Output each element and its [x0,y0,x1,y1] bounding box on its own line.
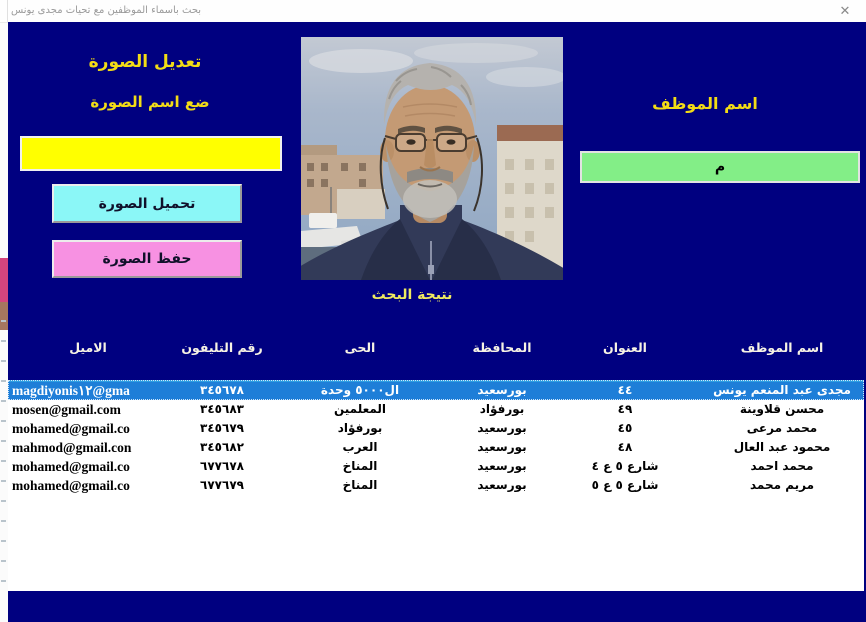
cell-phone: ٦٧٧٦٧٩ [200,478,244,492]
cell-governorate: بورفؤاد [479,402,525,416]
table-row[interactable] [8,419,864,438]
employee-name-input[interactable] [580,151,860,183]
save-picture-button[interactable]: حفظ الصورة [52,240,242,278]
cell-email: mohamed@gmail.co [12,478,130,493]
background-window-mark [1,540,6,542]
cell-phone: ٣٤٥٦٨٣ [200,402,244,416]
cell-governorate: بورسعيد [477,421,527,435]
cell-address: ٤٥ [617,421,633,435]
cell-governorate: بورسعيد [477,478,527,492]
table-header-email: الاميل [69,340,107,355]
table-row[interactable] [8,400,864,419]
background-window-mark [1,400,6,402]
cell-address: ٤٨ [617,440,633,454]
cell-phone: ٣٤٥٦٧٩ [200,421,244,435]
background-window-mark [1,320,6,322]
cell-name: مريم محمد [749,478,815,492]
background-window-mark [1,560,6,562]
cell-name: مجدى عبد المنعم يونس [713,383,851,397]
window-edge-line [7,0,8,22]
set-picture-name-label: ضع اسم الصورة [90,93,210,111]
table-header-row [8,338,866,358]
background-window-mark [1,440,6,442]
close-button[interactable]: ✕ [830,0,860,22]
background-window-mark [1,460,6,462]
employee-photo [301,37,563,280]
background-window-mark [1,420,6,422]
background-window-mark [1,500,6,502]
background-window-mark [1,520,6,522]
cell-name: محمد مرعى [746,421,818,435]
cell-district: المعلمين [333,402,387,416]
cell-phone: ٣٤٥٦٧٨ [200,383,244,397]
cell-name: محمود عبد العال [733,440,831,454]
cell-district: المناخ [342,478,378,492]
cell-governorate: بورسعيد [477,440,527,454]
background-window-mark [1,480,6,482]
cell-governorate: بورسعيد [477,383,527,397]
cell-district: ال٥٠٠٠ وحدة [320,383,400,397]
results-list[interactable] [8,380,864,591]
table-row[interactable] [8,457,864,476]
cell-email: magdiyonis١٢@gma [12,383,130,398]
cell-district: بورفؤاد [337,421,383,435]
cell-address: ٤٤ [617,383,633,397]
table-header-name: اسم الموظف [740,340,824,355]
cell-address: شارع ٥ ع ٤ [591,459,659,473]
edit-picture-label: تعديل الصورة [88,52,202,72]
title-bar [0,0,866,23]
cell-email: mohamed@gmail.co [12,459,130,474]
table-row[interactable] [8,476,864,495]
table-row[interactable] [8,380,864,400]
search-result-label: نتيجة البحث [371,287,453,303]
table-header-governorate: المحافظة [472,340,532,355]
cell-address: شارع ٥ ع ٥ [591,478,659,492]
background-tan-block [0,302,8,330]
table-row[interactable] [8,438,864,457]
cell-email: mahmod@gmail.con [12,440,132,455]
cell-governorate: بورسعيد [477,459,527,473]
table-header-phone: رقم التليفون [181,340,263,355]
picture-name-input[interactable] [20,136,282,171]
table-header-district: الحى [344,340,376,355]
table-header-address: العنوان [603,340,647,355]
cell-address: ٤٩ [617,402,633,416]
cell-email: mosen@gmail.com [12,402,121,417]
background-window-mark [1,580,6,582]
cell-phone: ٣٤٥٦٨٢ [200,440,244,454]
cell-district: المناخ [342,459,378,473]
employee-name-label: اسم الموظف [652,94,758,113]
load-picture-button[interactable]: تحميل الصورة [52,184,242,223]
background-window-mark [1,380,6,382]
window-title: بحث باسماء الموظفين مع تحيات مجدى يونس [11,5,202,16]
background-window-mark [1,360,6,362]
background-window-mark [1,340,6,342]
cell-name: محمد احمد [750,459,814,473]
cell-email: mohamed@gmail.co [12,421,130,436]
background-pink-block [0,258,8,302]
cell-phone: ٦٧٧٦٧٨ [200,459,244,473]
cell-name: محسن قلاوينة [739,402,825,416]
cell-district: العرب [342,440,378,454]
